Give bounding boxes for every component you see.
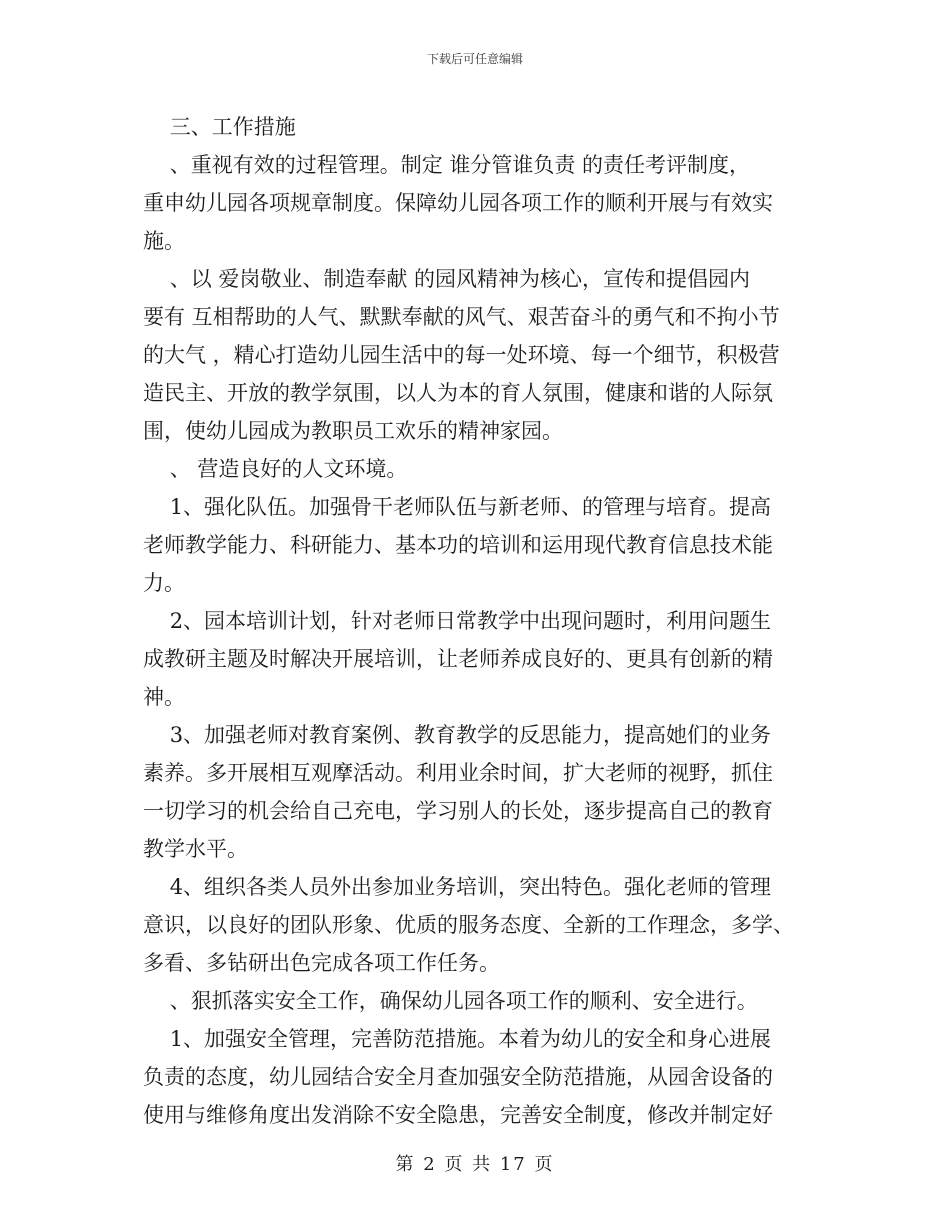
text-line: 意识，以良好的团队形象、优质的服务态度、全新的工作理念，多学、 — [143, 913, 794, 937]
text-line: 、狠抓落实安全工作，确保幼儿园各项工作的顺利、安全进行。 — [143, 989, 758, 1013]
text-line: 、以 爱岗敬业、制造奉献 的园风精神为核心，宣传和提倡园内 — [143, 267, 751, 291]
text-line: 4、组织各类人员外出参加业务培训，突出特色。强化老师的管理 — [143, 875, 772, 899]
text-line: 神。 — [143, 685, 185, 709]
text-line: 、 营造良好的人文环境。 — [143, 457, 408, 481]
text-line: 一切学习的机会给自己充电，学习别人的长处，逐步提高自己的教育 — [143, 799, 773, 823]
text-line: 围，使幼儿园成为教职员工欢乐的精神家园。 — [143, 419, 563, 443]
text-line: 三、工作措施 — [143, 115, 296, 139]
text-line: 3、加强老师对教育案例、教育教学的反思能力，提高她们的业务 — [143, 723, 772, 747]
text-line: 力。 — [143, 571, 185, 595]
text-line: 的大气 ，精心打造幼儿园生活中的每一处环境、每一个细节，积极营 — [143, 343, 780, 367]
text-line: 负责的态度，幼儿园结合安全月查加强安全防范措施，从园舍设备的 — [143, 1065, 773, 1089]
text-line: 多看、多钻研出色完成各项工作任务。 — [143, 951, 500, 975]
text-line: 素养。多开展相互观摩活动。利用业余时间，扩大老师的视野，抓住 — [143, 761, 773, 785]
text-line: 1、强化队伍。加强骨干老师队伍与新老师、的管理与培育。提高 — [143, 495, 772, 519]
page-footer: 第 2 页 共 17 页 — [395, 1154, 555, 1175]
text-line: 1、加强安全管理，完善防范措施。本着为幼儿的安全和身心进展 — [143, 1027, 772, 1051]
text-line: 施。 — [143, 229, 185, 253]
page-header: 下载后可任意编辑 — [426, 52, 523, 66]
text-line: 成教研主题及时解决开展培训，让老师养成良好的、更具有创新的精 — [143, 647, 773, 671]
text-line: 要有 互相帮助的人气、默默奉献的风气、艰苦奋斗的勇气和不拘小节 — [143, 305, 780, 329]
text-line: 教学水平。 — [143, 837, 248, 861]
text-line: 2、园本培训计划，针对老师日常教学中出现问题时，利用问题生 — [143, 609, 772, 633]
text-line: 重申幼儿园各项规章制度。保障幼儿园各项工作的顺利开展与有效实 — [143, 191, 773, 215]
text-line: 造民主、开放的教学氛围，以人为本的育人氛围，健康和谐的人际氛 — [143, 381, 773, 405]
document-body — [143, 108, 811, 1134]
text-line: 、重视有效的过程管理。制定 谁分管谁负责 的责任考评制度， — [143, 153, 751, 177]
text-line: 老师教学能力、科研能力、基本功的培训和运用现代教育信息技术能 — [143, 533, 773, 557]
text-line: 使用与维修角度出发消除不安全隐患，完善安全制度，修改并制定好 — [143, 1103, 773, 1127]
